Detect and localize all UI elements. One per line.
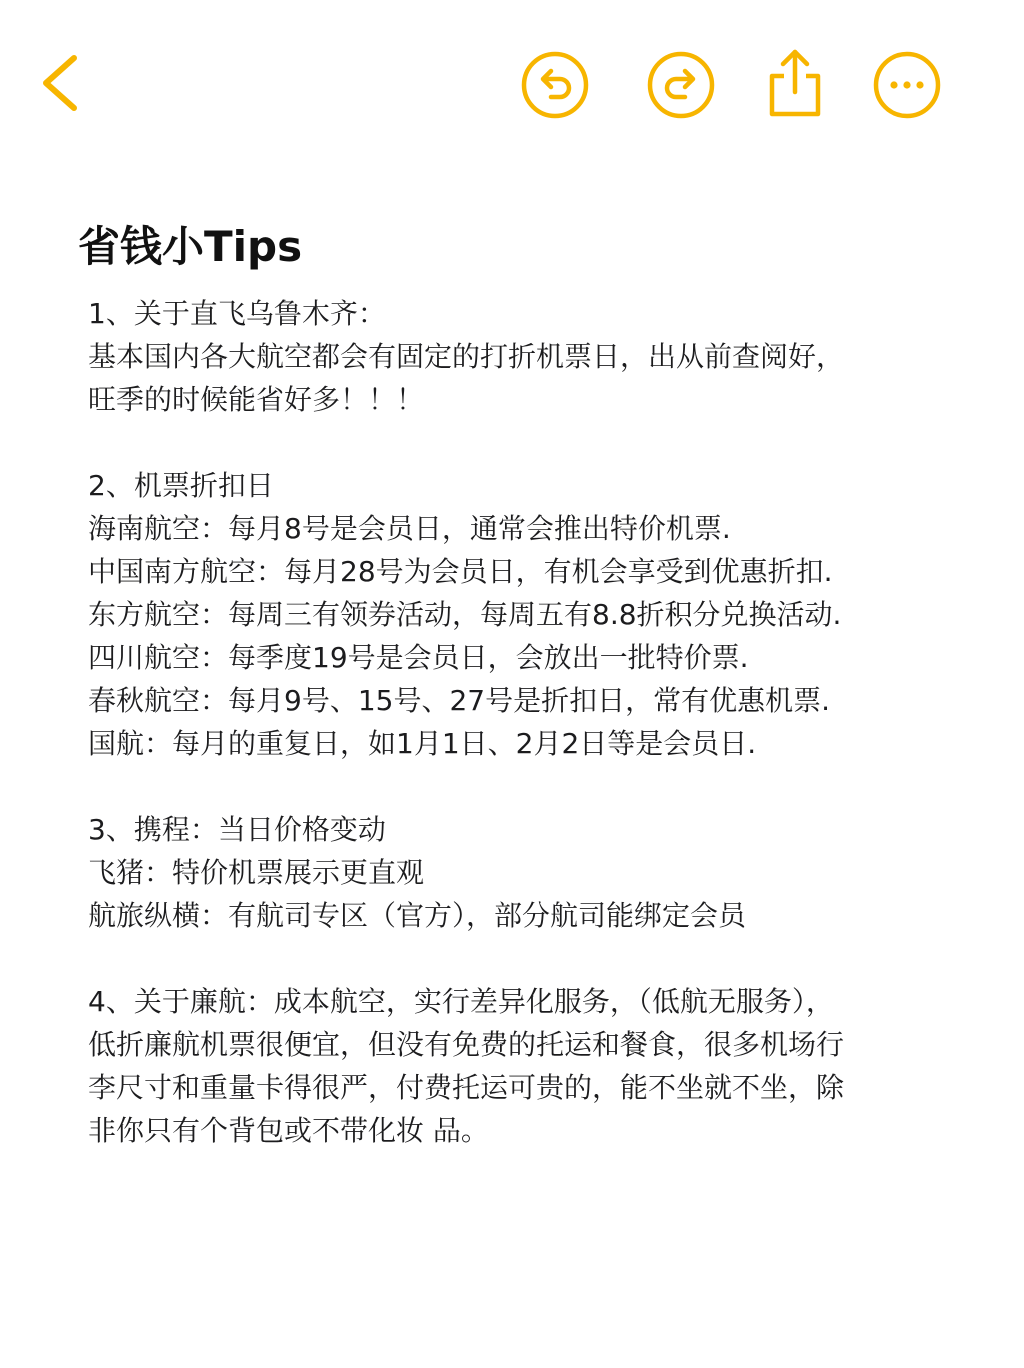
note-line: 四川航空：每季度19号是会员日，会放出一批特价票. <box>88 641 749 674</box>
undo-icon <box>520 50 590 120</box>
note-line: 航旅纵横：有航司专区（官方），部分航司能绑定会员 <box>88 899 747 932</box>
redo-button[interactable] <box>646 50 716 120</box>
note-section <box>88 292 968 421</box>
note-line: 中国南方航空：每月28号为会员日，有机会享受到优惠折扣. <box>88 555 833 588</box>
note-body <box>88 292 968 1152</box>
more-icon <box>872 50 942 120</box>
note-line: 基本国内各大航空都会有固定的打折机票日，出从前查阅好， <box>88 340 845 373</box>
note-line: 旺季的时候能省好多！！！ <box>88 383 425 416</box>
note-line: 国航：每月的重复日，如1月1日、2月2日等是会员日. <box>88 727 757 760</box>
chevron-left-icon <box>34 48 90 118</box>
note-toolbar <box>0 0 1024 170</box>
note-section <box>88 464 968 765</box>
blank-line <box>88 421 968 464</box>
blank-line <box>88 937 968 980</box>
redo-icon <box>646 50 716 120</box>
section-heading: 2、机票折扣日 <box>88 469 274 502</box>
note-line: 非你只有个背包或不带化妆 品。 <box>88 1114 489 1147</box>
section-heading: 4、关于廉航：成本航空，实行差异化服务，（低航无服务）， <box>88 985 834 1018</box>
share-button[interactable] <box>762 44 828 120</box>
note-line: 低折廉航机票很便宜，但没有免费的托运和餐食，很多机场行 <box>88 1028 845 1061</box>
note-section <box>88 808 968 937</box>
note-line: 李尺寸和重量卡得很严，付费托运可贵的，能不坐就不坐，除 <box>88 1071 845 1104</box>
note-section <box>88 980 968 1152</box>
back-button[interactable] <box>34 48 90 118</box>
note-line: 春秋航空：每月9号、15号、27号是折扣日，常有优惠机票. <box>88 684 830 717</box>
section-heading: 3、携程：当日价格变动 <box>88 813 386 846</box>
share-icon <box>762 44 828 120</box>
note-line: 飞猪：特价机票展示更直观 <box>88 856 425 889</box>
blank-line <box>88 765 968 808</box>
more-button[interactable] <box>872 50 942 120</box>
section-heading: 1、关于直飞乌鲁木齐： <box>88 297 386 330</box>
note-title: 省钱小Tips <box>78 222 303 271</box>
undo-button[interactable] <box>520 50 590 120</box>
note-line: 海南航空：每月8号是会员日，通常会推出特价机票. <box>88 512 731 545</box>
note-line: 东方航空：每周三有领券活动，每周五有8.8折积分兑换活动. <box>88 598 842 631</box>
